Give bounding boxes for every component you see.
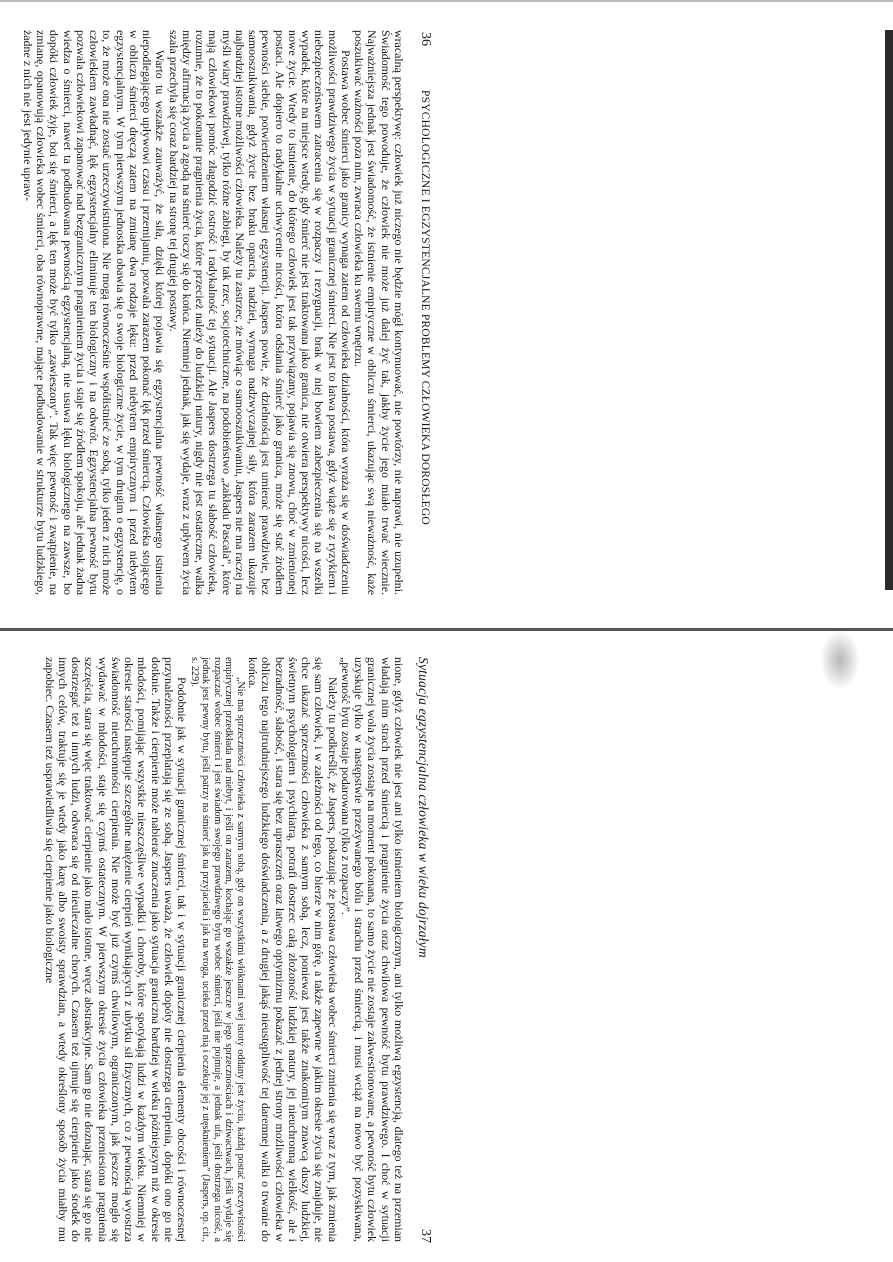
left-page-number: 36 xyxy=(418,32,433,46)
paragraph: Należy tu podkreślić, że Jaspers, pokazując że postawa człowieka wobec śmierci zmienia się wraz z tym, jak zmienia się sam człowiek, i w zależności od tego, co bierze w nim górę, a także zapewne w jakim okresie życia się znajduje, nie chce ukazać sprzeczności człowieka z samym sobą, lecz, ponieważ jest także znakomitym znawcą duszy ludzkiej, świetnym psychologiem i psychiatrą, potrafi dostrzec całą złożoność ludzkiej natury, jej nieuchronną wielkość, ale i bezradność, słabość, i stara się bez upraszczeń oraz łatwego optymizmu pokazać z jednej strony możliwości człowieka w obliczu tego najtrudniejszego ludzkiego doświadczenia, a z drugiej jakąś nieustępliwość tej daremnej walki o trwanie do końca. xyxy=(246,657,340,1242)
paragraph: nione, gdyż człowiek nie jest ani tylko istnieniem biologicznym, ani tylko możliwą egzystencją, dlatego też na przemian władają nim strach przed śmiercią i pragnienie życia oraz chwilowa pewność bytu prawdziwego. I choć w sytuacji granicznej wola życia zostaje na moment pokonana, to samo życie nie zostaje zakwestionowane, a pewność bytu człowiek uzyskuje tylko w następstwie przeżywanego bólu i strachu przed śmiercią, i musi wciąż na nowo być pozyskiwana, „pewność bytu zostaje podarowana tylko z rozpaczy”. xyxy=(339,657,406,1242)
block-quote: „Nie ma sprzeczności człowieka z samym sobą, gdy on wszystkimi włóknami swej istoty oddany jest życiu, każdą postać rzeczywistości empirycznej przedkłada nad niebyt, i jeśli on zarazem, kochając go wszakże jeszcze w jego sprzecznościach i dziwactwach, jeśli wydaje się rozpaczać wobec śmierci i jest świadom swojego prawdziwego bytu wobec śmierci, jeśli nie pojmuje, a jednak ufa, jeśli dostrzega nicość, a jednak jest pewny bytu, jeśli patrzy na śmierć jak na przyjaciela i jak na wroga, ucieka przed nią i oczekuje jej z utęsknieniem” (Jaspers, op. cit., s. 229). xyxy=(188,657,246,1242)
right-page xyxy=(0,637,445,1262)
right-running-title: Sytuacja egzystencjalna człowieka w wieku dojrzałym xyxy=(416,657,431,958)
right-page-number: 37 xyxy=(418,1229,433,1243)
scan-smudge xyxy=(820,630,860,690)
scan-right-edge-bar xyxy=(885,30,893,590)
left-running-title: PSYCHOLOGICZNE I EGZYSTENCJALNE PROBLEMY CZŁOWIEKA DOROSŁEGO xyxy=(419,90,431,525)
scan-gutter-line xyxy=(0,628,893,631)
paragraph: wracalną perspektywę: człowiek już niczego nie będzie mógł kontynuować, nie powtórzy, nie naprawi, nie uzupełni. Świadomość tego powoduje, że człowiek nie może już dalej żyć tak, jakby życie jego miało trwać wiecznie. Najważniejsza jednak jest świadomość, że istnienie empiryczne w obliczu śmierci, ukazując swą nieważność, każe poszukiwać ważności poza nim, zwraca człowieka ku swemu wnętrzu. xyxy=(352,30,406,595)
left-running-head xyxy=(411,0,445,625)
paragraph: Postawa wobec śmierci jako granicy wynaga zatem od człowieka działności, która wyraża się w doświadczeniu możliwości prawdziwego życia w sytuacji granicznej śmierci. Nie jest to łatwa postawa, gdyż wiąże się z ryzykiem i niebezpieczeństwem zatracenia się w rozpaczy i rezygnacji, brak w niej bowiem zabezpieczenia się na wszelki wypadek, które na miejsce wtedy, gdy śmierć nie jest traktowana jako granica, nie otwiera perspektywy nicości, lecz nowe życie. Wtedy to istnienie, do którego człowiek jest tak przywiązany, pojawia się znowu, choć w zmienionej postaci. Ale dopiero to radykalne uchwycenie nicości, która odsłania śmierć jako granica, może się stać źródłem pewności siebie, potwierdzeniem własnej egzystencji. Jaspers powie, że dzielnością jest umierać prawdziwie, bez samooszukiwania, gdyż życie bez braku oparcia, nadziei, wymaga nadzwyczajnej siły, która zarazem ukazuje najbardziej istotne możliwości człowieka. Należy tu zastrzec, że mówiąc o samooszukiwaniu, Jaspers nie ma raczej na myśli wiary prawdziwej, tylko różne zabiegi, by tak rzec, socjotechniczne, na podobieństwo „zakładu Pascala”, które mają człowiekowi pomóc złagodzić ostrość i radykalność tej sytuacji. Ale Jaspers dostrzega tu słabość człowieka, rozumie, że to pokonanie pragnienia życia, które przecież należy do ludzkiej natury, nigdy nie jest ostateczne, walka między afirmacją życia a zgodą na śmierć toczy się do końca. Niemniej jednak, jak się wydaje, wraz z upływem życia szala przechyla się coraz bardziej na stronę tej drugiej postawy. xyxy=(166,30,353,595)
left-page-body xyxy=(21,30,405,595)
right-running-head xyxy=(411,637,445,1262)
left-page xyxy=(0,0,445,625)
paragraph: Warto tu wszakże zauważyć, że siła, dzięki której pojawia się egzystencjalna pewność własnego istnienia niepodlegającego upływowi czasu i przemijaniu, pozwala zarazem pokonać lęk przed śmiercią. Człowieka stojącego w obliczu śmierci dręczą zatem na zmianę dwa rodzaje lęku: przed niebytem empirycznym i przed niebytem egzystencjalnym. W tym pierwszym jednostka obawia się o swoje biologiczne życie, w tym drugim o egzystencję, o to, że może ona nie zostać urzeczywistniona. Nie mogą równocześnie współistnieć ze sobą, tylko jeden z nich może człowiekiem zawładnąć, lęk egzystencjalny eliminuje ten biologiczny i na odwrót. Egzystencjalna pewność bytu pozwala człowiekowi zapanować nad bezgranicznym pragnieniem życia i staje się źródłem spokoju, ale jednak żadna wiedza o śmierci, nawet ta podbudowana pewnością egzystencjalną, nie usuwa lęku biologicznego na zawsze, bo dopóki człowiek żyje, boi się śmierci, a lęk ten może być tylko „zawieszony”. Tak więc pewność i zwątpienie, na zmianę, opanowują człowieka wobec śmierci, oba równoprawne, mające podbudowanie w strukturze bytu ludzkiego, żadne z nich nie jest jedynie upraw- xyxy=(21,30,168,595)
paragraph: Podobnie jak w sytuacji granicznej śmierci, tak i w sytuacji granicznej cierpienia elementy obcości i równoczesnej przynależności przeplatają się ze sobą. Jaspers uważa, że człowiek dopóty nie dostrzega cierpienia, dopóki ono go nie dotknie. Także i cierpienie może nabierać znaczenia jako sytuacja graniczna bardziej w wieku późniejszym niż w okresie młodości, pomijając wszystkie nieszczęśliwe wypadki i choroby, które spotykają ludzi w każdym wieku. Niemniej w okresie starości następuje szczególne natężenie cierpień wynikających z ubytku sił fizycznych, co z pewnością wyostrza świadomość nieuchronności cierpienia. Nie może być już czymś chwilowym, ograniczonym, jak jeszcze mogło się wydawać w młodości, staje się czymś ostatecznym. W pierwszym okresie życia człowieka przeniesiona pragnienia szczęścia, stara się więc traktować cierpienie jako mało istotne, wręcz abstrakcyjne. Sam go nie doznając, stara się go nie dostrzegać też u innych ludzi, odwraca się od nieuleczalne chorych. Czasem też ujmuje się cierpienie jako środek do innych celów, traktuje się je wtedy jako karę albo swoisty sprawdzian, a wtedy określony sposób życia miałby mu zapobiec. Czasem też usprawiedliwia się cierpienie jako biologiczne xyxy=(42,657,190,1242)
right-page-body xyxy=(42,657,405,1242)
